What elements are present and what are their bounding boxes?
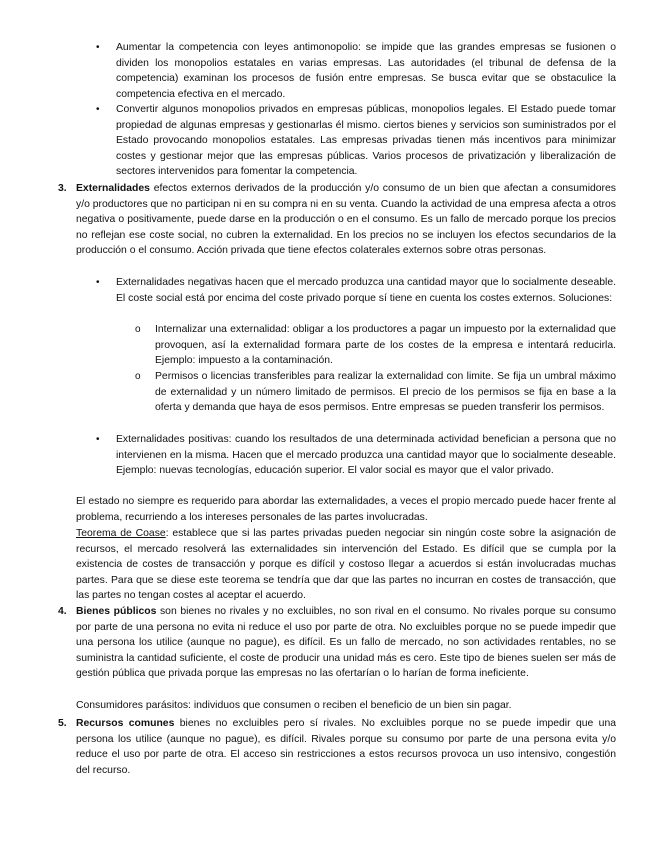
bullet-antimonopoly: Aumentar la competencia con leyes antimonopolio: se impide que las grandes empresas se fusionen o dividen los monopolios estatales en varias empresas. Las autoridades (el tribunal de defensa de la competencia) examinan los procesos de fusión entre empresas. Se busca evitar que se obstaculice la competencia efectiva en el mercado. [116, 42, 616, 100]
item-text: son bienes no rivales y no excluibles, no son rival en el consumo. No rivales porque su consumo por parte de una persona no evita ni reduce el uso por parte de otra. No excluibles porque no se puede impedir que una persona los utilice (aunque no pague), es difícil. Es un fallo de mercado, no son actividades rentables, no se suministra la cantidad suficiente, el coste de producir una unidad más es cero. Este tipo de bienes suelen ser más de gestión pública que privada porque las empresas no las ofertarían o lo harían de forma ineficiente. [76, 606, 616, 680]
paragraph-coase-theorem [76, 526, 616, 604]
bullet-marker: • [96, 277, 100, 288]
item-number: 4. [58, 606, 67, 617]
sub-internalize: Internalizar una externalidad: obligar a los productores a pagar un impuesto por la externalidad que provoquen, así la externalidad formara parte de los costes de la empresa e intentará reducirla. Ejemplo: impuesto a la contaminación. [155, 324, 616, 367]
item-title: Bienes públicos [76, 606, 157, 617]
item-text: efectos externos derivados de la producción y/o consumo de un bien que afectan a consumidores y/o productores que no participan ni en su compra ni en su venta. Cuando la actividad de una empresa afecta a otros negativa o positivamente, puede darse en la producción o en el consumo. Es un fallo de mercado porque los precios no reflejan ese coste social, no cubren la externalidad. En los precios no se incluyen los efectos secundarios de la producción o el consumo. Acción privada que tiene efectos colaterales externos sobre otras personas. [76, 183, 616, 257]
paragraph-state-role: El estado no siempre es requerido para abordar las externalidades, a veces el propio mercado puede hacer frente al problema, recurriendo a los intereses personales de las partes involucradas. [76, 496, 616, 523]
coase-text: : establece que si las partes privadas pueden negociar sin ningún coste sobre la asignación de recursos, el mercado resolverá las externalidades sin intervención del Estado. Es difícil que se cumpla por la existencia de costes de transacción y porque es difícil y costoso llegar a acuerdos si están involucradas muchas partes. Para que se diese este teorema se tendría que dar que las partes no incurran en costes de transacción, que las partes no tengan costes al aceptar el acuerdo. [76, 528, 616, 602]
bullet-negative-externalities: Externalidades negativas hacen que el mercado produzca una cantidad mayor que lo socialmente deseable. El coste social está por encima del coste privado porque sí tiene en cuenta los costes externos. Soluciones: [116, 277, 616, 304]
item-public-goods [76, 604, 616, 682]
bullet-marker: • [96, 104, 100, 115]
item-number: 5. [58, 718, 67, 729]
coase-label: Teorema de Coase [76, 528, 166, 539]
item-externalities [76, 181, 616, 259]
bullet-positive-externalities: Externalidades positivas: cuando los resultados de una determinada actividad benefician a persona que no intervienen en la misma. Hacen que el mercado produzca una cantidad mayor que lo socialmente deseable. Ejemplo: nuevas tecnologías, educación superior. El valor social es mayor que el valor privado. [116, 434, 616, 477]
bullet-marker: • [96, 42, 100, 53]
sub-permits: Permisos o licencias transferibles para realizar la externalidad con limite. Se fija un umbral máximo de externalidad y un número limitado de permisos. El precio de los permisos se fija en base a la oferta y demanda que haya de esos permisos. Entre empresas se pueden transferir los permisos. [155, 371, 616, 414]
item-common-resources [76, 716, 616, 778]
item-text: bienes no excluibles pero sí rivales. No excluibles porque no se puede impedir que una persona los utilice (aunque no pague), es difícil. Rivales porque su consumo por parte de una persona evita y/o reduce el uso por parte de otra. El acceso sin restricciones a estos recursos provoca un uso intensivo, congestión del recurso. [76, 718, 616, 776]
sub-bullet-marker: o [135, 371, 141, 382]
item-title: Recursos comunes [76, 718, 175, 729]
paragraph-free-riders: Consumidores parásitos: individuos que consumen o reciben el beneficio de un bien sin pagar. [76, 700, 512, 711]
sub-bullet-marker: o [135, 324, 141, 335]
item-number: 3. [58, 183, 67, 194]
bullet-public-monopolies: Convertir algunos monopolios privados en empresas públicas, monopolios legales. El Estado puede tomar propiedad de algunas empresas y gestionarlas él mismo. ciertos bienes y servicios son suministrados por el Estado provocando monopolios estatales. Las empresas privadas tienen más incentivos para minimizar costes y gestionar mejor que las empresas públicas. Varios procesos de privatización y liberalización de sectores intervenidos para fomentar la competencia. [116, 104, 616, 178]
bullet-marker: • [96, 434, 100, 445]
item-title: Externalidades [76, 183, 150, 194]
